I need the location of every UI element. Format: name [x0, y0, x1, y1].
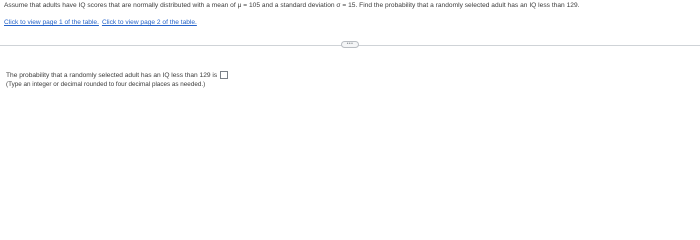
expand-more-button[interactable]: ••• — [341, 41, 359, 48]
problem-statement: Assume that adults have IQ scores that are normally distributed with a mean of μ = 105 and a standard deviation σ = 15. Find the probability that a randomly selected adult has an IQ less than 129. — [4, 2, 580, 9]
answer-row — [6, 71, 228, 79]
answer-prompt: The probability that a randomly selected adult has an IQ less than 129 is — [6, 71, 218, 79]
answer-input-box[interactable] — [220, 71, 228, 79]
view-table-page-1-link[interactable]: Click to view page 1 of the table. — [4, 19, 99, 26]
view-table-page-2-link[interactable]: Click to view page 2 of the table. — [101, 19, 197, 26]
table-links — [4, 19, 197, 26]
answer-format-hint: (Type an integer or decimal rounded to four decimal places as needed.) — [6, 81, 206, 88]
